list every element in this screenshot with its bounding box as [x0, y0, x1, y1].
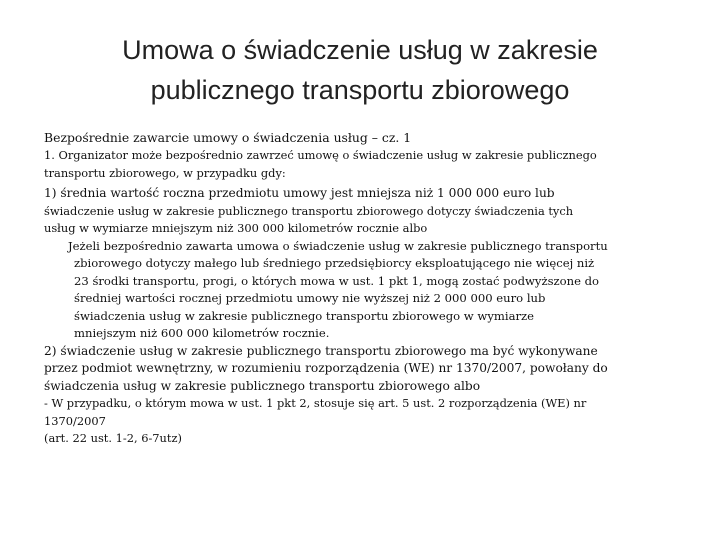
point-1 — [44, 185, 674, 238]
slide-title — [40, 30, 680, 110]
text-line: - W przypadku, o którym mowa w ust. 1 pkt 2, stosuje się art. 5 ust. 2 rozporządzenia (WE) nr — [44, 396, 587, 410]
point-2 — [44, 343, 674, 396]
text-line: 2) świadczenie usług w zakresie publicznego transportu zbiorowego ma być wykonywane — [44, 343, 598, 358]
text-line: transportu zbiorowego, w przypadku gdy: — [44, 165, 286, 180]
text-line: usług w wymiarze mniejszym niż 300 000 kilometrów rocznie albo — [44, 221, 428, 235]
sub-paragraph — [44, 238, 674, 343]
section-heading: Bezpośrednie zawarcie umowy o świadczenia usług – cz. 1 — [44, 130, 412, 145]
text-line: świadczenie usług w zakresie publicznego transportu zbiorowego dotyczy świadczenia tych — [44, 203, 574, 218]
title-line: Umowa o świadczenie usług w zakresie — [122, 35, 598, 65]
slide-body — [44, 128, 674, 448]
text-line: 1370/2007 — [44, 413, 106, 428]
text-line: Jeżeli bezpośrednio zawarta umowa o świadczenie usług w zakresie publicznego transportu — [68, 238, 608, 253]
legal-reference: (art. 22 ust. 1-2, 6-7utz) — [44, 431, 182, 445]
text-line: świadczenia usług w zakresie publicznego transportu zbiorowego albo — [44, 378, 481, 393]
text-line: mniejszym niż 600 000 kilometrów rocznie. — [74, 326, 330, 340]
paragraph-1 — [44, 147, 674, 182]
text-line: średniej wartości rocznej przedmiotu umowy nie wyższej niż 2 000 000 euro lub — [74, 291, 546, 305]
title-line: publicznego transportu zbiorowego — [150, 75, 570, 105]
text-line: 23 środki transportu, progi, o których mowa w ust. 1 pkt 1, mogą zostać podwyższone do — [74, 273, 600, 288]
text-line: zbiorowego dotyczy małego lub średniego przedsiębiorcy eksploatującego nie więcej niż — [74, 256, 595, 270]
text-line: przez podmiot wewnętrzny, w rozumieniu rozporządzenia (WE) nr 1370/2007, powołany do — [44, 361, 608, 375]
text-line: świadczenia usług w zakresie publicznego transportu zbiorowego w wymiarze — [74, 308, 535, 323]
text-line: 1. Organizator może bezpośrednio zawrzeć umowę o świadczenie usług w zakresie publicznego — [44, 148, 597, 162]
note — [44, 395, 674, 430]
text-line: 1) średnia wartość roczna przedmiotu umowy jest mniejsza niż 1 000 000 euro lub — [44, 186, 555, 200]
